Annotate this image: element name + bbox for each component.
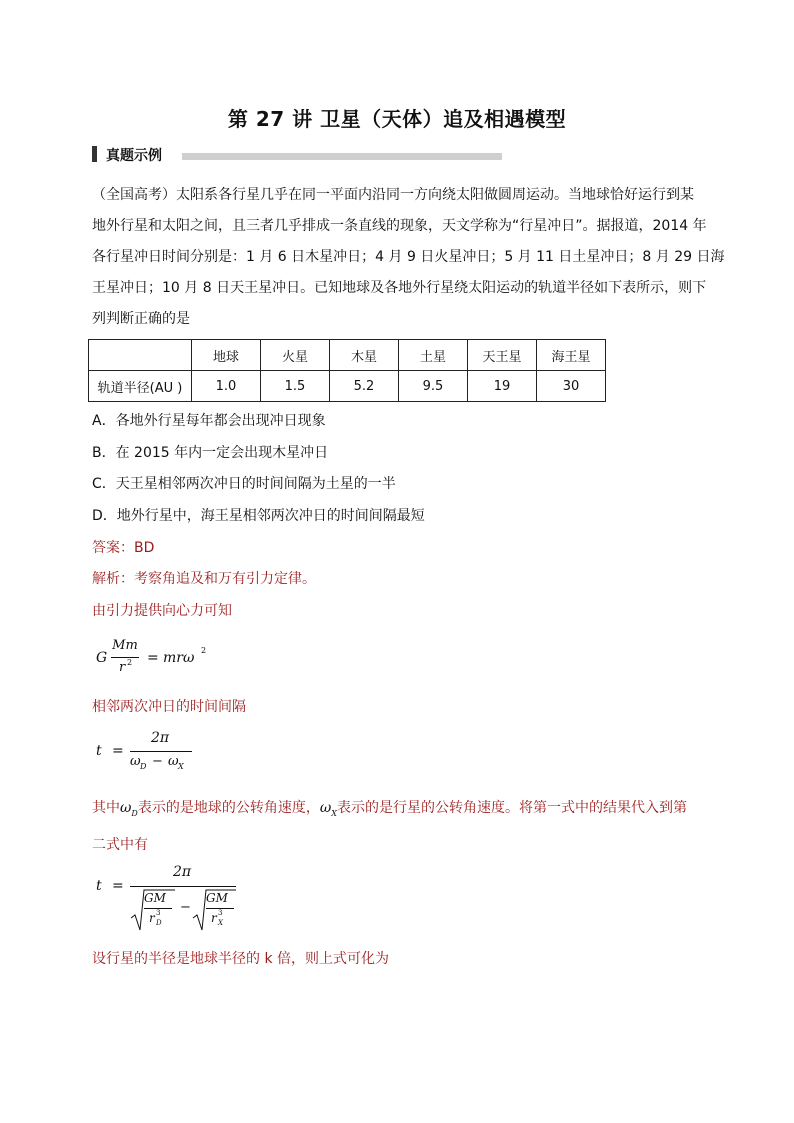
option-c: C．天王星相邻两次冲日的时间间隔为土星的一半	[92, 476, 396, 492]
analysis-step-4: 设行星的半径是地球半径的 k 倍，则上式可化为	[92, 951, 390, 967]
table-cell: 9.5	[399, 371, 468, 402]
analysis-step-3-cont: 二式中有	[92, 837, 148, 853]
table-header-cell: 土星	[399, 340, 468, 371]
eq3-numerator: 2π	[172, 864, 192, 880]
answer: 答案：BD	[92, 540, 155, 556]
eq3-sub-2: X	[218, 919, 223, 927]
eq3-gm-1: GM	[144, 891, 166, 905]
equation-interval	[94, 730, 204, 776]
step3-omega-x-sub: X	[331, 808, 337, 818]
section-marker	[92, 146, 97, 162]
analysis-intro: 解析：考察角追及和万有引力定律。	[92, 571, 316, 587]
eq1-numerator: Mm	[112, 638, 138, 653]
eq1-denominator: r	[119, 660, 126, 675]
step3-omega-d-sub: D	[131, 808, 138, 818]
eq1-fraction-bar	[111, 657, 139, 658]
table-header-cell: 木星	[330, 340, 399, 371]
eq3-exp-2: 3	[218, 909, 223, 917]
eq1-rhs-exponent: 2	[201, 646, 207, 655]
equation-gravity	[94, 638, 214, 682]
analysis-step-2: 相邻两次冲日的时间间隔	[92, 699, 246, 715]
analysis-step-1: 由引力提供向心力可知	[92, 603, 232, 619]
eq2-minus: −	[152, 754, 163, 769]
eq3-r-2: r	[211, 911, 217, 925]
option-d: D．地外行星中，海王星相邻两次冲日的时间间隔最短	[92, 508, 425, 524]
question-line: 地外行星和太阳之间，且三者几乎排成一条直线的现象，天文学称为“行星冲日”。据报道，2014 年	[92, 218, 707, 234]
eq2-numerator: 2π	[150, 730, 170, 746]
orbit-radius-table	[88, 339, 606, 402]
option-a: A．各地外行星每年都会出现冲日现象	[92, 413, 326, 429]
eq2-omega-d-sub: D	[140, 762, 147, 771]
page-title: 第 27 讲 卫星（天体）追及相遇模型	[227, 107, 567, 131]
eq3-t: t	[96, 878, 102, 894]
eq3-minus: −	[180, 900, 191, 915]
equation-substituted	[94, 864, 244, 934]
table-cell: 30	[537, 371, 606, 402]
eq1-den-exponent: 2	[127, 658, 133, 667]
option-b: B．在 2015 年内一定会出现木星冲日	[92, 445, 329, 461]
eq2-equals: =	[112, 743, 124, 759]
eq3-gm-2: GM	[206, 891, 228, 905]
table-header-row	[89, 340, 606, 371]
question-text	[92, 180, 725, 335]
table-header-cell	[89, 340, 192, 371]
table-row	[89, 371, 606, 402]
table-cell: 1.0	[192, 371, 261, 402]
section-label: 真题示例	[106, 148, 162, 164]
question-line: 各行星冲日时间分别是：1 月 6 日木星冲日；4 月 9 日火星冲日；5 月 11 日土星冲日；8 月 29 日海	[92, 249, 725, 265]
table-cell: 5.2	[330, 371, 399, 402]
eq3-exp-1: 3	[156, 909, 161, 917]
eq2-t: t	[96, 743, 102, 759]
question-line: （全国高考）太阳系各行星几乎在同一平面内沿同一方向绕太阳做圆周运动。当地球恰好运行到某	[92, 187, 694, 203]
table-cell: 19	[468, 371, 537, 402]
eq2-omega-d: ω	[130, 754, 141, 769]
step3-text-c: 表示的是行星的公转角速度。将第一式中的结果代入到第	[336, 800, 687, 816]
table-header-cell: 火星	[261, 340, 330, 371]
table-header-cell: 天王星	[468, 340, 537, 371]
eq1-rhs: mrω	[163, 650, 195, 666]
eq2-omega-x: ω	[168, 754, 179, 769]
eq2-omega-x-sub: X	[178, 762, 184, 771]
eq3-r-1: r	[149, 911, 155, 925]
table-header-cell: 地球	[192, 340, 261, 371]
table-cell: 1.5	[261, 371, 330, 402]
table-row-label: 轨道半径(AU )	[89, 371, 192, 402]
eq3-sub-1: D	[156, 919, 162, 927]
analysis-step-3	[92, 797, 687, 818]
step3-text-b: 表示的是地球的公转角速度，	[137, 800, 320, 816]
question-line: 王星冲日；10 月 8 日天王星冲日。已知地球及各地外行星绕太阳运动的轨道半径如下表所示，则下	[92, 280, 707, 296]
eq3-equals: =	[112, 878, 124, 894]
eq3-fraction-bar	[130, 886, 236, 887]
eq1-equals: =	[147, 650, 159, 666]
section-rule	[182, 153, 502, 160]
step3-omega-d: ω	[120, 800, 132, 816]
eq1-g: G	[96, 650, 108, 666]
step3-text-a: 其中	[92, 800, 120, 816]
eq2-fraction-bar	[130, 751, 192, 752]
question-line: 列判断正确的是	[92, 311, 190, 327]
table-header-cell: 海王星	[537, 340, 606, 371]
step3-omega-x: ω	[319, 800, 332, 816]
